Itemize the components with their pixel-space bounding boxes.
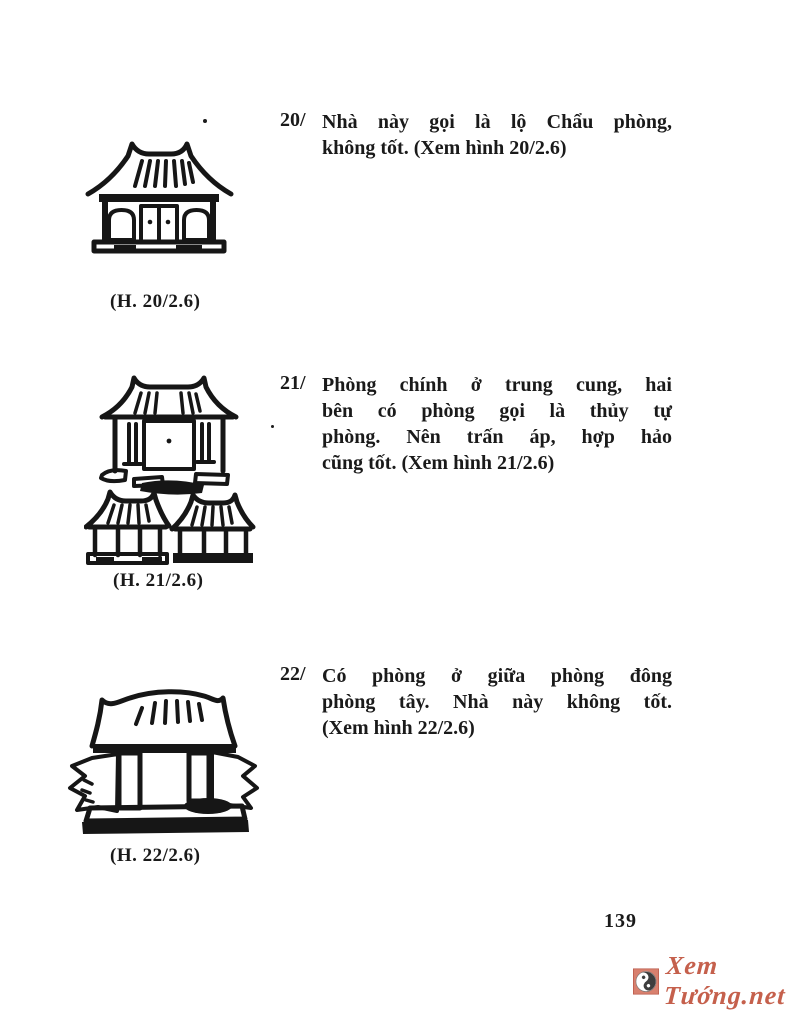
entry-22-line-2: phòng tây. Nhà này không tốt.: [322, 691, 672, 713]
entry-20-number: 20/: [280, 109, 306, 131]
entry-21-text: [322, 372, 672, 476]
entry-21-line-4: cũng tốt. (Xem hình 21/2.6): [322, 452, 555, 474]
entry-22-line-1: Có phòng ở giữa phòng đông: [322, 665, 672, 687]
entry-20-line-2: không tốt. (Xem hình 20/2.6): [322, 137, 567, 159]
ink-speck: [271, 425, 274, 428]
entry-22: [280, 663, 672, 741]
single-house-sketch-icon: [84, 136, 236, 256]
caption-21: (H. 21/2.6): [113, 570, 204, 591]
entry-21: [280, 372, 672, 476]
ink-speck: [203, 119, 207, 123]
xemtuong-watermark[interactable]: [633, 951, 800, 1011]
house-22-illustration: [62, 686, 264, 838]
house-20-illustration: [84, 136, 236, 256]
entry-21-number: 21/: [280, 372, 306, 394]
entry-21-line-3: phòng. Nên trấn áp, hợp hảo: [322, 426, 672, 448]
yin-yang-icon: [633, 964, 659, 999]
entry-21-line-1: Phòng chính ở trung cung, hai: [322, 374, 672, 396]
caption-20: (H. 20/2.6): [110, 291, 201, 312]
entry-22-number: 22/: [280, 663, 306, 685]
watermark-text: Xem Tướng.net: [663, 951, 787, 1010]
entry-22-text: [322, 663, 672, 741]
main-house-with-two-side-houses-sketch-icon: [84, 371, 256, 567]
entry-21-line-2: bên có phòng gọi là thủy tự: [322, 400, 672, 422]
entry-22-line-3: (Xem hình 22/2.6): [322, 717, 475, 739]
house-with-east-west-wings-sketch-icon: [62, 686, 264, 838]
caption-22: (H. 22/2.6): [110, 845, 201, 866]
house-21-illustration: [84, 371, 256, 567]
page-number: 139: [604, 910, 637, 932]
entry-20: [280, 109, 672, 161]
entry-20-line-1: Nhà này gọi là lộ Chẩu phòng,: [322, 111, 672, 133]
entry-20-text: [322, 109, 672, 161]
